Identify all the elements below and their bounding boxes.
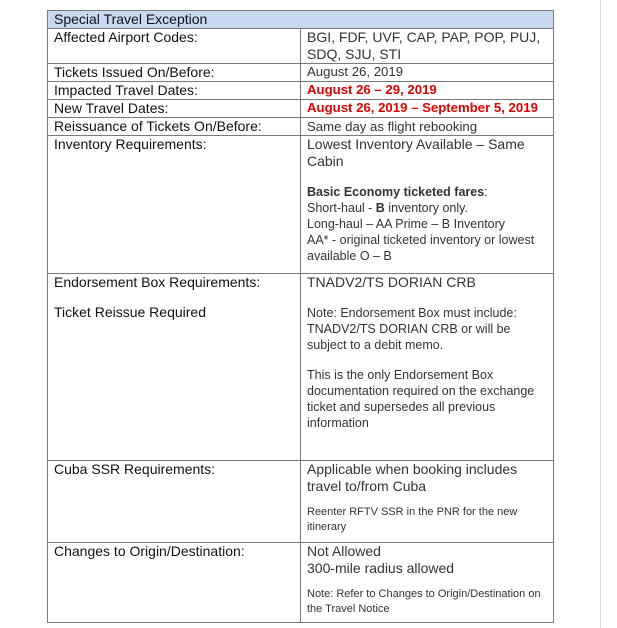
table-title: Special Travel Exception — [48, 11, 554, 29]
endorsement-code: TNADV2/TS DORIAN CRB — [307, 274, 476, 290]
changes-line2: 300-mile radius allowed — [307, 560, 455, 576]
row-cuba — [48, 461, 554, 543]
cuba-line1: Applicable when booking includes travel to/from Cuba — [307, 461, 518, 494]
row-airport-codes — [48, 29, 554, 64]
changes-note: Note: Refer to Changes to Origin/Destination on the Travel Notice — [307, 588, 541, 615]
cuba-label: Cuba SSR Requirements: — [48, 461, 301, 543]
aa-star-line: AA* - original ticketed inventory or lowest available O – B — [307, 233, 535, 263]
row-reissuance — [48, 118, 554, 136]
cuba-line2: Reenter RFTV SSR in the PNR for the new itinerary — [307, 506, 518, 533]
table-header-row — [48, 11, 554, 29]
long-haul-line: Long-haul – AA Prime – B Inventory — [307, 217, 506, 231]
row-tickets-issued — [48, 64, 554, 82]
endorsement-only-note: This is the only Endorsement Box documentation required on the exchange ticket and supersedes all previous information — [307, 368, 535, 430]
new-dates-value: August 26, 2019 – September 5, 2019 — [301, 100, 554, 118]
ticket-reissue-label: Ticket Reissue Required — [54, 304, 206, 320]
impacted-dates-value: August 26 – 29, 2019 — [301, 82, 554, 100]
row-inventory: Inventory Requirements: Lowest Inventory Available – Same Cabin Basic Economy ticketed fares: Short-haul - B inventory only. Long-haul – AA Prime – B Inventory AA* - original ticketed inventory or lowest available O – B — [48, 136, 554, 274]
endorsement-note: Note: Endorsement Box must include: TNADV2/TS DORIAN CRB or will be subject to a debit memo. — [307, 306, 517, 352]
basic-economy-heading: Basic Economy ticketed fares — [307, 185, 485, 199]
special-travel-exception-table — [47, 10, 554, 623]
short-haul-line: Short-haul - B inventory only. — [307, 201, 468, 215]
reissuance-value: Same day as flight rebooking — [301, 118, 554, 136]
airport-codes-value: BGI, FDF, UVF, CAP, PAP, POP, PUJ, SDQ, SJU, STI — [307, 29, 541, 62]
changes-label: Changes to Origin/Destination: — [48, 543, 301, 623]
row-impacted-dates — [48, 82, 554, 100]
tickets-issued-value: August 26, 2019 — [301, 64, 554, 82]
row-new-dates — [48, 100, 554, 118]
tickets-issued-label: Tickets Issued On/Before: — [48, 64, 301, 82]
inventory-label: Inventory Requirements: — [48, 136, 301, 274]
reissuance-label: Reissuance of Tickets On/Before: — [48, 118, 301, 136]
row-endorsement — [48, 274, 554, 461]
airport-codes-label: Affected Airport Codes: — [48, 29, 301, 64]
endorsement-label: Endorsement Box Requirements: — [54, 274, 261, 290]
inventory-line1: Lowest Inventory Available – Same Cabin — [307, 136, 525, 169]
changes-line1: Not Allowed — [307, 543, 381, 559]
impacted-dates-label: Impacted Travel Dates: — [48, 82, 301, 100]
new-dates-label: New Travel Dates: — [48, 100, 301, 118]
row-changes — [48, 543, 554, 623]
page-edge — [600, 0, 601, 628]
